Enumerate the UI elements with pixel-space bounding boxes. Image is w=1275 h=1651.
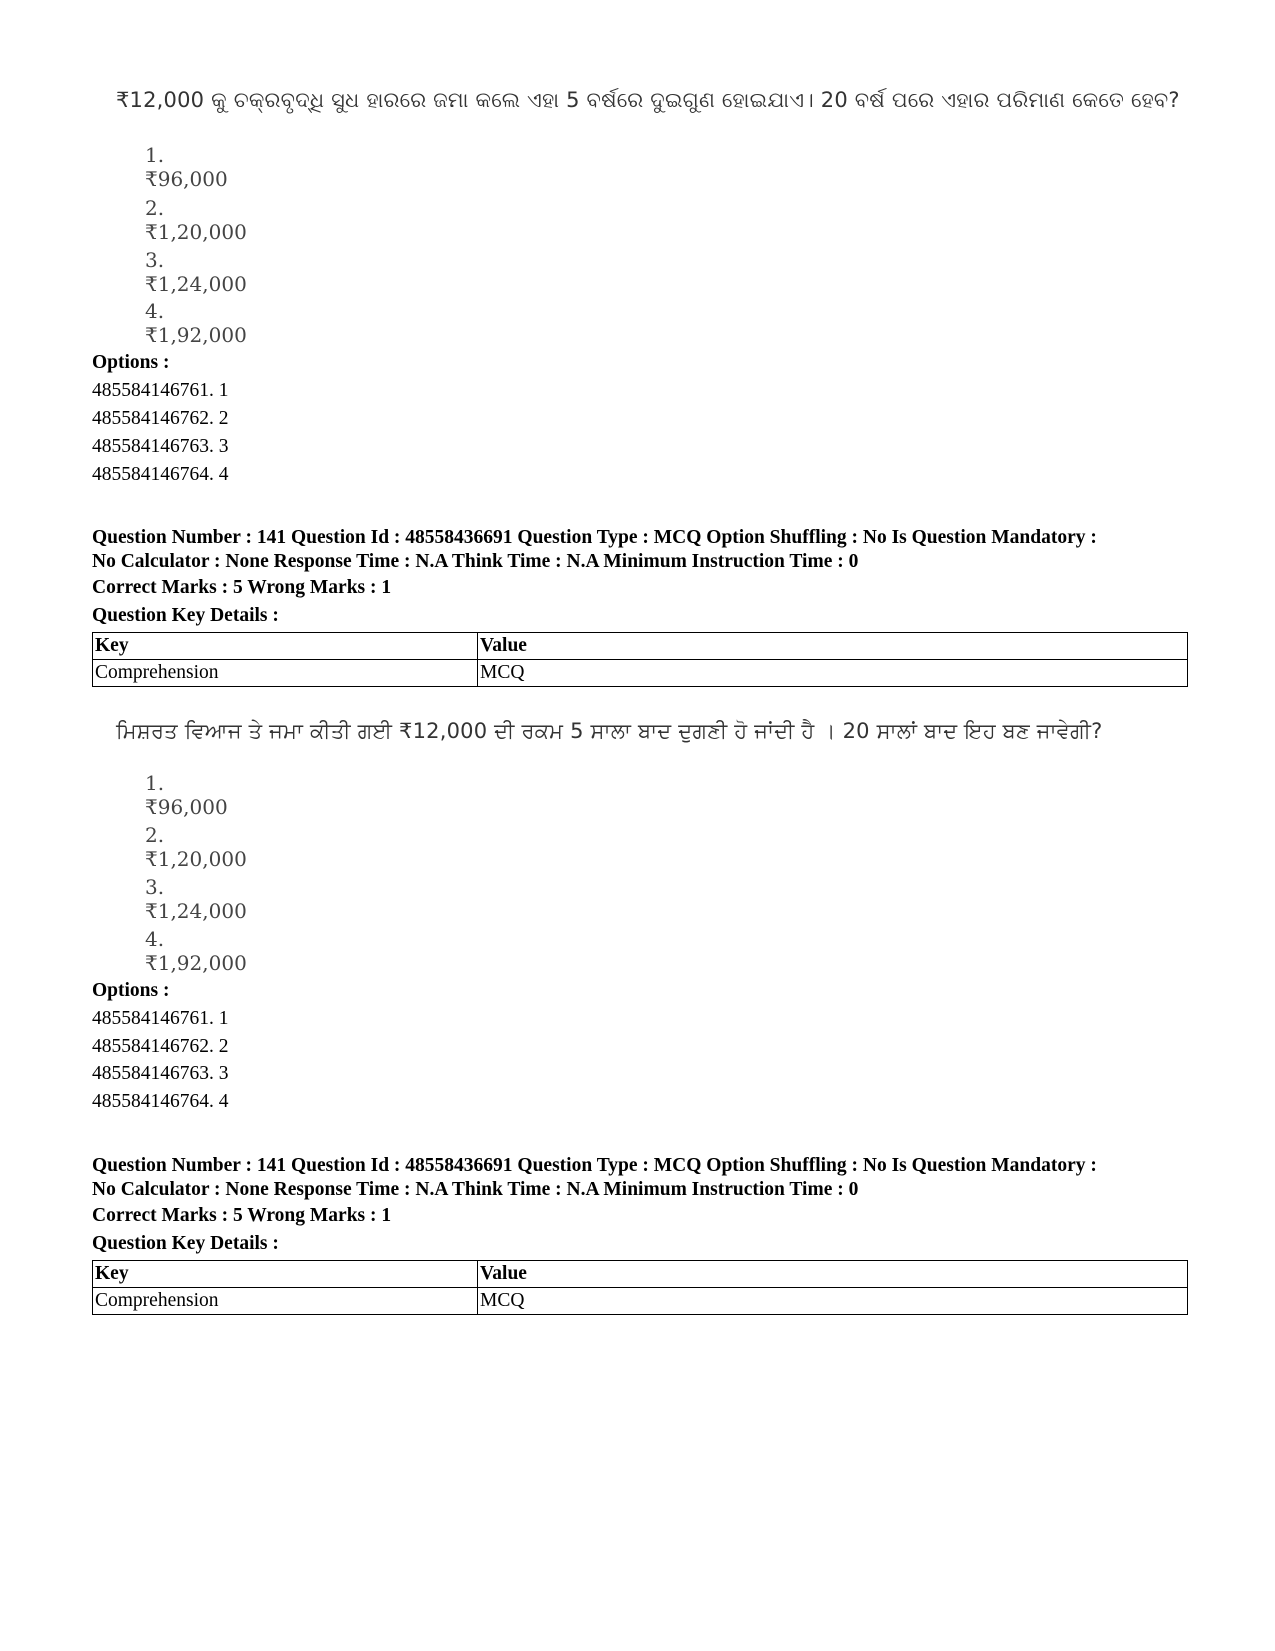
question-text: ₹12,000 କୁ ଚକ୍ରବୃଦ୍ଧି ସୁଧ ହାରରେ ଜମା କଲେ ଏହା 5 ବର୍ଷରେ ଦୁଇଗୁଣ ହୋଇଯାଏ। 20 ବର୍ଷ ପରେ ଏହାର ପରିମାଣ କେତେ ହେବ? <box>116 88 1180 112</box>
question-meta <box>92 1154 1202 1202</box>
options-label: Options : <box>92 352 170 373</box>
option-id: 485584146762. 2 <box>92 408 229 429</box>
option-id: 485584146761. 1 <box>92 1008 229 1029</box>
question-meta-line1: Question Number : 141 Question Id : 48558436691 Question Type : MCQ Option Shuffling : No Is Question Mandatory : <box>92 1155 1097 1176</box>
table-cell-key: Comprehension <box>93 1288 478 1315</box>
key-details-table <box>92 632 1188 687</box>
option-id: 485584146764. 4 <box>92 464 229 485</box>
table-row <box>93 1288 1188 1315</box>
option-id: 485584146761. 1 <box>92 380 229 401</box>
image-option: 1. ₹96,000 <box>145 143 228 191</box>
table-header-key: Key <box>93 633 478 660</box>
question-meta-line2: No Calculator : None Response Time : N.A Think Time : N.A Minimum Instruction Time : 0 <box>92 551 859 572</box>
option-id: 485584146764. 4 <box>92 1091 229 1112</box>
marks-line: Correct Marks : 5 Wrong Marks : 1 <box>92 1205 392 1226</box>
option-id: 485584146763. 3 <box>92 436 229 457</box>
table-header-key: Key <box>93 1261 478 1288</box>
image-option: 1. ₹96,000 <box>145 771 228 819</box>
question-meta-line1: Question Number : 141 Question Id : 48558436691 Question Type : MCQ Option Shuffling : No Is Question Mandatory : <box>92 527 1097 548</box>
table-cell-key: Comprehension <box>93 660 478 687</box>
question-meta <box>92 526 1202 574</box>
image-option: 3. ₹1,24,000 <box>145 248 247 296</box>
table-header-row <box>93 1261 1188 1288</box>
table-cell-value: MCQ <box>478 1288 1188 1315</box>
key-details-table <box>92 1260 1188 1315</box>
option-id: 485584146763. 3 <box>92 1063 229 1084</box>
table-header-row <box>93 633 1188 660</box>
key-details-label: Question Key Details : <box>92 605 279 626</box>
table-cell-value: MCQ <box>478 660 1188 687</box>
image-option: 2. ₹1,20,000 <box>145 196 247 244</box>
question-meta-line2: No Calculator : None Response Time : N.A Think Time : N.A Minimum Instruction Time : 0 <box>92 1179 859 1200</box>
question-text: ਮਿਸ਼ਰਤ ਵਿਆਜ ਤੇ ਜਮਾ ਕੀਤੀ ਗਈ ₹12,000 ਦੀ ਰਕਮ 5 ਸਾਲਾ ਬਾਦ ਦੁਗਣੀ ਹੋ ਜਾਂਦੀ ਹੈ । 20 ਸਾਲਾਂ ਬਾਦ ਇਹ ਬਣ ਜਾਵੇਗੀ? <box>116 719 1103 743</box>
table-header-value: Value <box>478 633 1188 660</box>
table-header-value: Value <box>478 1261 1188 1288</box>
options-label: Options : <box>92 980 170 1001</box>
image-option: 4. ₹1,92,000 <box>145 927 247 975</box>
image-option: 2. ₹1,20,000 <box>145 823 247 871</box>
table-row <box>93 660 1188 687</box>
image-option: 3. ₹1,24,000 <box>145 875 247 923</box>
key-details-label: Question Key Details : <box>92 1233 279 1254</box>
image-option: 4. ₹1,92,000 <box>145 299 247 347</box>
option-id: 485584146762. 2 <box>92 1036 229 1057</box>
marks-line: Correct Marks : 5 Wrong Marks : 1 <box>92 577 392 598</box>
